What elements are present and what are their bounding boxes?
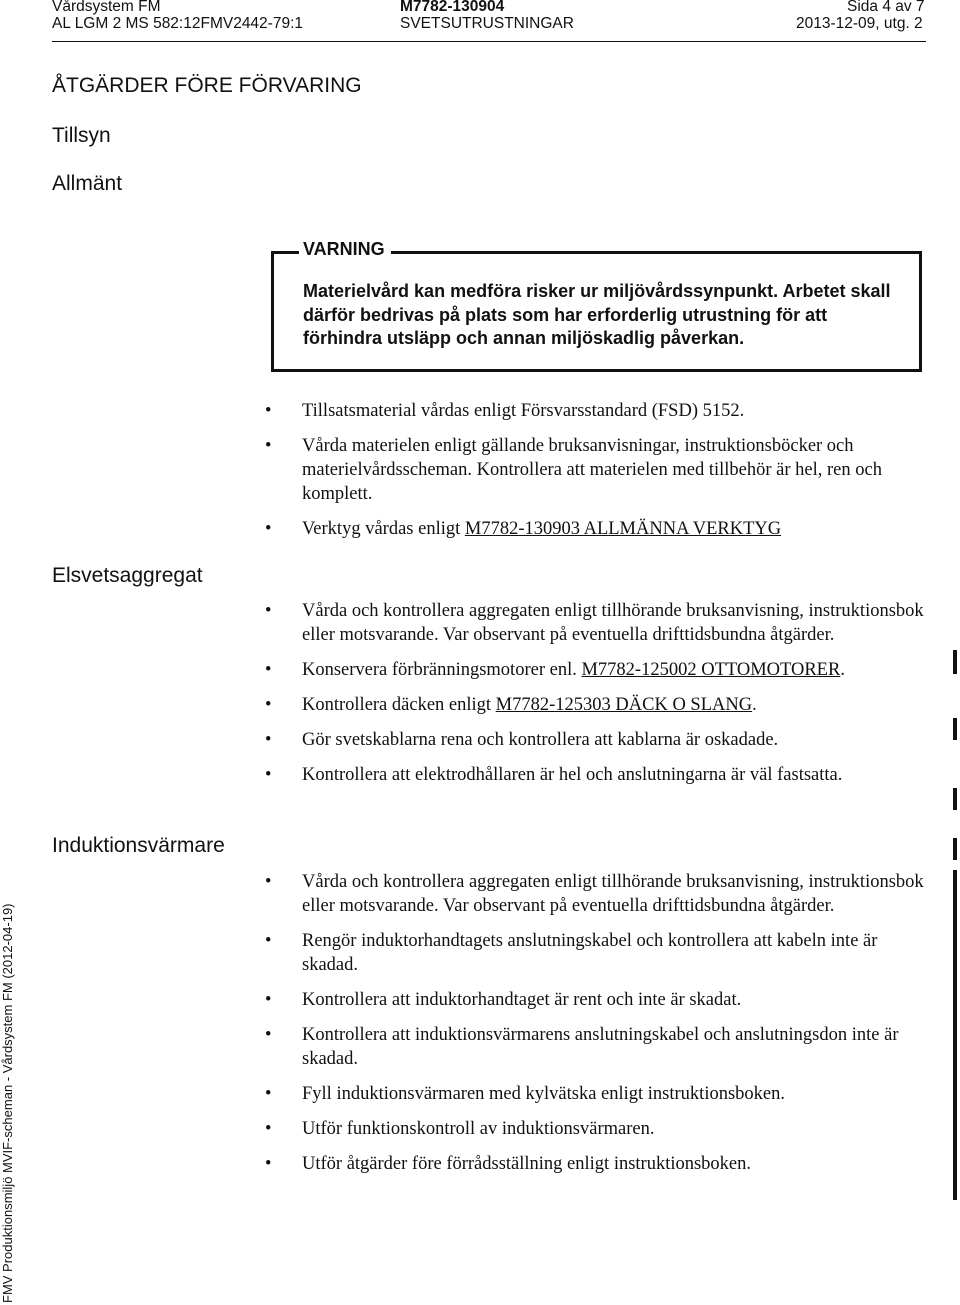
list-item-text: Vårda materielen enligt gällande bruksanvisningar, instruktionsböcker och materielvårdsscheman. Kontrollera att materielen med tillbehör är hel, ren och komplett. xyxy=(302,436,882,504)
bullet-icon: • xyxy=(265,765,272,785)
list-item xyxy=(265,1023,925,1071)
list-item xyxy=(265,870,925,918)
list-item-text: Kontrollera att elektrodhållaren är hel och anslutningarna är väl fastsatta. xyxy=(302,765,843,785)
bullet-icon: • xyxy=(265,519,272,539)
heading-allmant: Allmänt xyxy=(52,172,123,195)
list-item xyxy=(265,399,925,423)
list-item-text: Rengör induktorhandtagets anslutningskabel och kontrollera att kabeln inte är skadad. xyxy=(302,931,878,975)
list-item-text: Vårda och kontrollera aggregaten enligt tillhörande bruksanvisning, instruktionsbok eller motsvarande. Var observant på eventuella drifttidsbundna åtgärder. xyxy=(302,601,924,645)
list-item-text: Kontrollera däcken enligt xyxy=(302,695,496,715)
warning-title: VARNING xyxy=(299,239,391,260)
list-item-text: Gör svetskablarna rena och kontrollera att kablarna är oskadade. xyxy=(302,730,779,750)
link-allmanna-verktyg[interactable]: M7782-130903 ALLMÄNNA VERKTYG xyxy=(464,519,782,539)
list-item-text: Fyll induktionsvärmaren med kylvätska enligt instruktionsboken. xyxy=(302,1084,785,1104)
induktion-list xyxy=(265,870,925,1176)
bullet-icon: • xyxy=(265,1154,272,1174)
list-item-text: Kontrollera att induktionsvärmarens anslutningskabel och anslutningsdon inte är skadad. xyxy=(302,1025,899,1069)
list-item xyxy=(265,763,925,787)
heading-elsvetsaggregat: Elsvetsaggregat xyxy=(52,564,203,587)
header-page-number: Sida 4 av 7 xyxy=(847,0,925,15)
list-item xyxy=(265,988,925,1012)
list-item xyxy=(265,1082,925,1106)
heading-induktionsvarmare: Induktionsvärmare xyxy=(52,834,225,857)
bullet-icon: • xyxy=(265,872,272,892)
header-doc-reference: AL LGM 2 MS 582:12FMV2442-79:1 xyxy=(52,15,304,32)
list-item xyxy=(265,658,925,682)
list-item xyxy=(265,693,925,717)
side-footer-text: FMV Produktionsmiljö MVIF-scheman - Vårdsystem FM (2012-04-19) xyxy=(0,903,15,1303)
bullet-icon: • xyxy=(265,990,272,1010)
page-title: ÅTGÄRDER FÖRE FÖRVARING xyxy=(52,74,362,97)
bullet-icon: • xyxy=(265,1119,272,1139)
list-item-text: Verktyg vårdas enligt xyxy=(302,519,465,539)
list-item-text: Utför funktionskontroll av induktionsvärmaren. xyxy=(302,1119,655,1139)
revision-bar xyxy=(953,718,957,740)
bullet-icon: • xyxy=(265,695,272,715)
list-item xyxy=(265,434,925,506)
heading-tillsyn: Tillsyn xyxy=(52,124,111,147)
link-ottomotorer[interactable]: M7782-125002 OTTOMOTORER xyxy=(581,660,841,680)
bullet-icon: • xyxy=(265,1084,272,1104)
bullet-icon: • xyxy=(265,601,272,621)
warning-text: Materielvård kan medföra risker ur miljövårdssynpunkt. Arbetet skall därför bedrivas på plats som har erforderlig utrustning för att förhindra utsläpp och annan miljöskadlig påverkan. xyxy=(303,281,891,348)
header-doc-title: SVETSUTRUSTNINGAR xyxy=(400,15,574,32)
list-item xyxy=(265,1152,925,1176)
list-item xyxy=(265,728,925,752)
list-item-text-suffix: . xyxy=(840,660,845,680)
elsvet-list xyxy=(265,599,925,787)
header-divider xyxy=(52,41,926,42)
list-item-text: Kontrollera att induktorhandtaget är rent och inte är skadat. xyxy=(302,990,742,1010)
bullet-icon: • xyxy=(265,401,272,421)
bullet-icon: • xyxy=(265,436,272,456)
list-item xyxy=(265,929,925,977)
revision-bar xyxy=(953,838,957,860)
revision-bar xyxy=(953,650,957,674)
allmant-list xyxy=(265,399,925,541)
bullet-icon: • xyxy=(265,730,272,750)
list-item-text: Tillsatsmaterial vårdas enligt Försvarsstandard (FSD) 5152. xyxy=(302,401,745,421)
list-item-text: Utför åtgärder före förrådsställning enligt instruktionsboken. xyxy=(302,1154,752,1174)
list-item xyxy=(265,599,925,647)
list-item-text: Konservera förbränningsmotorer enl. xyxy=(302,660,582,680)
bullet-icon: • xyxy=(265,660,272,680)
revision-bar xyxy=(953,870,957,1200)
header-system-name: Vårdsystem FM xyxy=(52,0,161,15)
bullet-icon: • xyxy=(265,931,272,951)
header-doc-number: M7782-130904 xyxy=(400,0,505,15)
bullet-icon: • xyxy=(265,1025,272,1045)
list-item xyxy=(265,1117,925,1141)
header-date-edition: 2013-12-09, utg. 2 xyxy=(796,15,923,32)
revision-bar xyxy=(953,788,957,810)
link-dack-o-slang[interactable]: M7782-125303 DÄCK O SLANG xyxy=(495,695,753,715)
list-item-text-suffix: . xyxy=(752,695,757,715)
list-item-text: Vårda och kontrollera aggregaten enligt tillhörande bruksanvisning, instruktionsbok eller motsvarande. Var observant på eventuella drifttidsbundna åtgärder. xyxy=(302,872,924,916)
list-item xyxy=(265,517,925,541)
